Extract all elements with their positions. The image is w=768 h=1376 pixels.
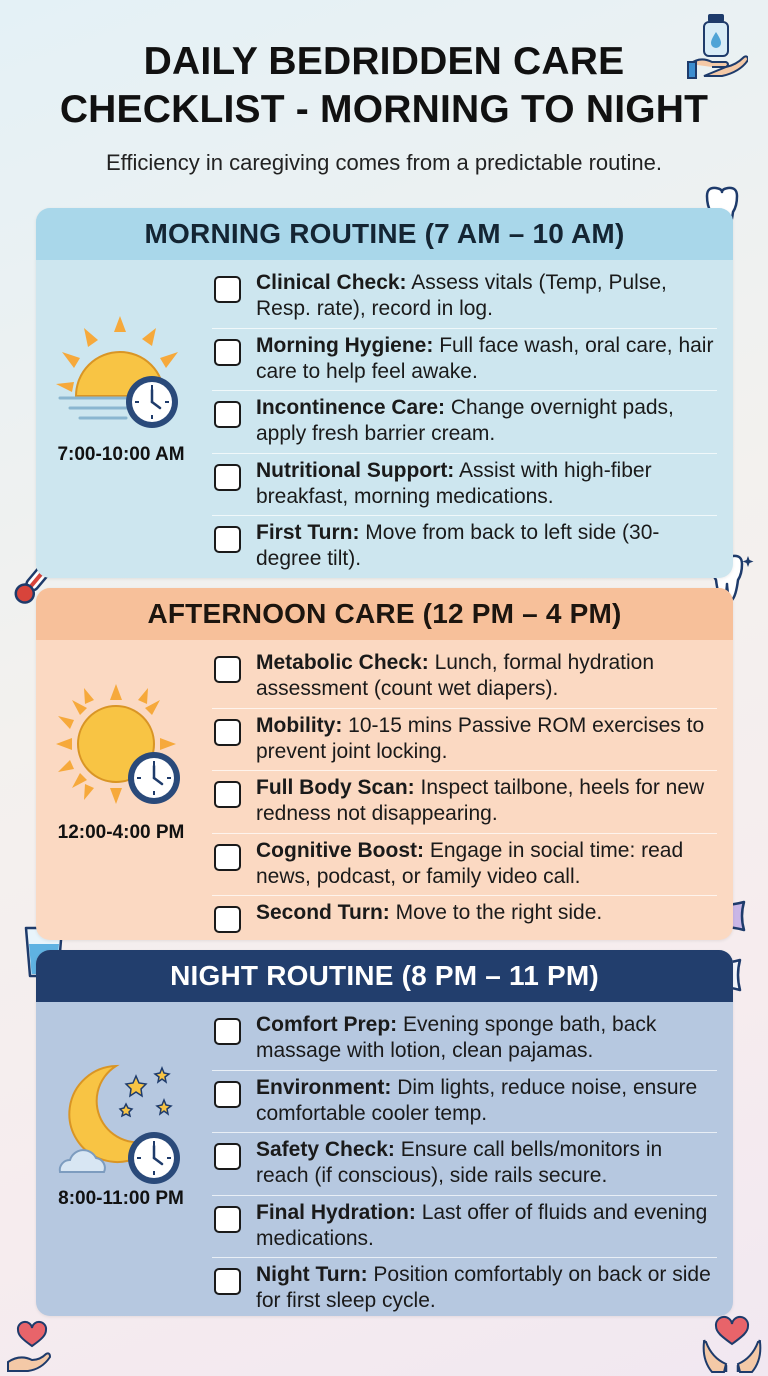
- morning-heading: MORNING ROUTINE (7 AM – 10 AM): [36, 208, 733, 260]
- night-section: [36, 950, 733, 1316]
- item-label: Metabolic Check:: [256, 651, 429, 674]
- checkbox[interactable]: [214, 276, 241, 303]
- checkbox[interactable]: [214, 781, 241, 808]
- morning-checklist: [212, 266, 717, 578]
- list-item: [212, 1133, 717, 1196]
- checkbox[interactable]: [214, 401, 241, 428]
- item-text: Change overnight pads, apply fresh barrier cream.: [256, 396, 674, 445]
- item-text: Move to the right side.: [395, 901, 603, 924]
- item-text: Assist with high-fiber breakfast, morning medications.: [256, 458, 652, 508]
- list-item: [212, 329, 717, 392]
- heart-hand-icon: [4, 1318, 60, 1374]
- item-text: Dim lights, reduce noise, ensure comfortable cooler temp.: [256, 1075, 698, 1125]
- title-line-1: DAILY BEDRIDDEN CARE: [143, 40, 625, 83]
- checkbox[interactable]: [214, 339, 241, 366]
- checkbox[interactable]: [214, 1081, 241, 1108]
- page-subtitle: Efficiency in caregiving comes from a predictable routine.: [106, 150, 662, 175]
- item-text: Lunch, formal hydration assessment (count wet diapers).: [256, 651, 655, 700]
- moon-clock-icon: [54, 1062, 189, 1192]
- item-label: Second Turn:: [256, 901, 390, 924]
- item-label: Cognitive Boost:: [256, 838, 424, 862]
- checkbox[interactable]: [214, 1143, 241, 1170]
- list-item: [212, 516, 717, 578]
- list-item: [212, 1008, 717, 1071]
- item-text: Evening sponge bath, back massage with lotion, clean pajamas.: [256, 1013, 657, 1062]
- list-item: [212, 1071, 717, 1134]
- night-checklist: [212, 1008, 717, 1316]
- afternoon-time: 12:00-4:00 PM: [57, 822, 185, 843]
- sun-clock-icon: [54, 682, 189, 812]
- list-item: [212, 646, 717, 709]
- list-item: [212, 454, 717, 517]
- night-heading: NIGHT ROUTINE (8 PM – 11 PM): [36, 950, 733, 1002]
- item-label: Incontinence Care:: [256, 396, 446, 419]
- item-text: 10-15 mins Passive ROM exercises to prevent joint locking.: [256, 713, 705, 763]
- checkbox[interactable]: [214, 844, 241, 871]
- item-label: Environment:: [256, 1075, 392, 1099]
- list-item: [212, 709, 717, 772]
- item-label: Full Body Scan:: [256, 776, 415, 799]
- item-text: Move from back to left side (30-degree tilt).: [256, 521, 660, 570]
- list-item: [212, 834, 717, 897]
- checkbox[interactable]: [214, 1268, 241, 1295]
- item-label: Comfort Prep:: [256, 1013, 398, 1036]
- list-item: [212, 266, 717, 329]
- item-label: Mobility:: [256, 713, 343, 737]
- title-line-2: CHECKLIST - MORNING TO NIGHT: [59, 88, 709, 131]
- item-text: Ensure call bells/monitors in reach (if conscious), side rails secure.: [256, 1138, 663, 1187]
- page-title: [0, 38, 768, 134]
- checkbox[interactable]: [214, 526, 241, 553]
- list-item: [212, 1196, 717, 1259]
- item-label: Safety Check:: [256, 1138, 395, 1161]
- afternoon-checklist: [212, 646, 717, 936]
- list-item: [212, 391, 717, 454]
- list-item: [212, 771, 717, 834]
- heart-hand-icon: [700, 1310, 764, 1374]
- checkbox[interactable]: [214, 656, 241, 683]
- item-label: Nutritional Support:: [256, 458, 455, 482]
- checkbox[interactable]: [214, 1206, 241, 1233]
- item-label: Clinical Check:: [256, 271, 407, 294]
- morning-time: 7:00-10:00 AM: [57, 444, 185, 465]
- item-text: Assess vitals (Temp, Pulse, Resp. rate), record in log.: [256, 271, 667, 320]
- item-text: Engage in social time: read news, podcast, or family video call.: [256, 838, 684, 888]
- item-text: Last offer of fluids and evening medications.: [256, 1200, 708, 1250]
- item-label: Morning Hygiene:: [256, 333, 434, 357]
- checkbox[interactable]: [214, 719, 241, 746]
- sunrise-clock-icon: [54, 312, 189, 432]
- afternoon-heading: AFTERNOON CARE (12 PM – 4 PM): [36, 588, 733, 640]
- item-label: First Turn:: [256, 521, 360, 544]
- item-label: Final Hydration:: [256, 1200, 416, 1224]
- item-label: Night Turn:: [256, 1263, 368, 1286]
- list-item: [212, 1258, 717, 1316]
- checkbox[interactable]: [214, 464, 241, 491]
- list-item: [212, 896, 717, 936]
- checkbox[interactable]: [214, 906, 241, 933]
- item-text: Full face wash, oral care, hair care to help feel awake.: [256, 333, 714, 383]
- item-text: Position comfortably on back or side for first sleep cycle.: [256, 1263, 711, 1312]
- item-text: Inspect tailbone, heels for new redness not disappearing.: [256, 776, 705, 825]
- afternoon-section: [36, 588, 733, 940]
- night-time: 8:00-11:00 PM: [58, 1188, 184, 1209]
- morning-section: [36, 208, 733, 578]
- checkbox[interactable]: [214, 1018, 241, 1045]
